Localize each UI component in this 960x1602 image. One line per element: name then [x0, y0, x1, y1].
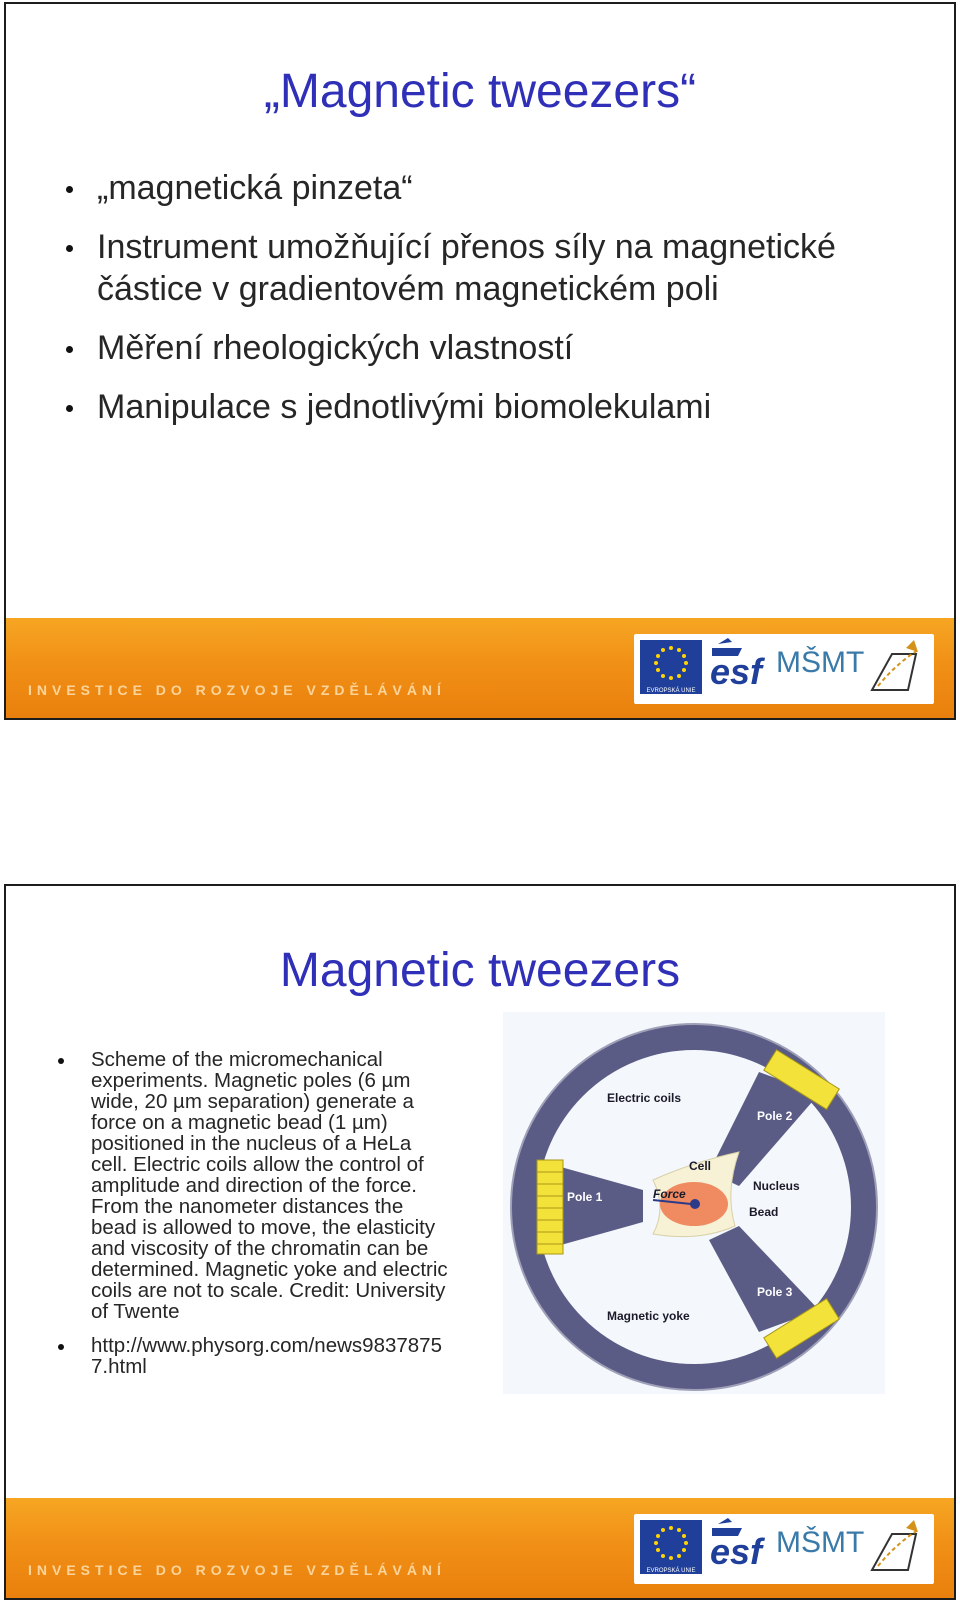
slide-1-bullet-list — [66, 167, 886, 445]
footer-band — [6, 618, 954, 718]
sponsor-logos — [634, 1514, 934, 1584]
label-bead: Bead — [749, 1205, 779, 1219]
msmt-logo — [776, 645, 864, 679]
footer-band-text: INVESTICE DO ROZVOJE VZDĚLÁVÁNÍ — [28, 1562, 446, 1578]
eu-caption: EVROPSKÁ UNIE — [646, 1568, 696, 1574]
source-link[interactable] — [58, 1335, 450, 1377]
eu-flag-logo — [640, 640, 702, 694]
slide-1-title: „Magnetic tweezers“ — [263, 65, 697, 118]
eu-caption: EVROPSKÁ UNIE — [646, 688, 696, 694]
msmt-wordmark: MŠMT — [776, 646, 865, 679]
opvk-logo — [872, 1520, 918, 1570]
slide-2-title: Magnetic tweezers — [279, 944, 681, 997]
label-pole-3: Pole 3 — [757, 1285, 793, 1299]
bullet-item: Manipulace s jednotlivými biomolekulami — [66, 386, 886, 428]
bead-shape — [690, 1199, 700, 1209]
esf-wordmark: esf — [710, 651, 763, 692]
bullet-item: Měření rheologických vlastností — [66, 327, 886, 369]
label-nucleus: Nucleus — [753, 1179, 800, 1193]
eu-flag-logo — [640, 1520, 702, 1574]
label-cell: Cell — [689, 1159, 712, 1173]
esf-wordmark: esf — [710, 1531, 763, 1572]
footer-band — [6, 1498, 954, 1598]
bullet-item: Instrument umožňující přenos síly na magnetické částice v gradientovém magnetickém poli — [66, 226, 886, 310]
slide-1 — [4, 2, 956, 720]
msmt-wordmark: MŠMT — [776, 1526, 865, 1559]
msmt-logo — [776, 1525, 864, 1559]
esf-logo — [710, 1518, 765, 1572]
magnetic-tweezers-diagram — [503, 1012, 885, 1394]
bullet-item: Scheme of the micromechanical experiments. Magnetic poles (6 µm wide, 20 µm separation) generate a force on a magnetic bead (1 µm) positioned in the nucleus of a HeLa cell. Electric coils allow the control of amplitude and direction of the force. From the nanometer distances the bead is allowed to move, the elasticity and viscosity of the chromatin can be determined. Magnetic yoke and electric coils are not to scale. Credit: University of Twente — [58, 1049, 450, 1322]
label-electric-coils: Electric coils — [607, 1091, 682, 1105]
label-force: Force — [653, 1187, 686, 1201]
sponsor-logos — [634, 634, 934, 704]
footer-band-text: INVESTICE DO ROZVOJE VZDĚLÁVÁNÍ — [28, 682, 446, 698]
label-pole-2: Pole 2 — [757, 1109, 793, 1123]
slide-2-bullet-list — [58, 1049, 450, 1390]
label-magnetic-yoke: Magnetic yoke — [607, 1309, 690, 1323]
bullet-item: „magnetická pinzeta“ — [66, 167, 886, 209]
opvk-logo — [872, 640, 918, 690]
esf-logo — [710, 638, 765, 692]
label-pole-1: Pole 1 — [567, 1190, 603, 1204]
source-url[interactable]: http://www.physorg.com/news98378757.html — [91, 1334, 442, 1378]
